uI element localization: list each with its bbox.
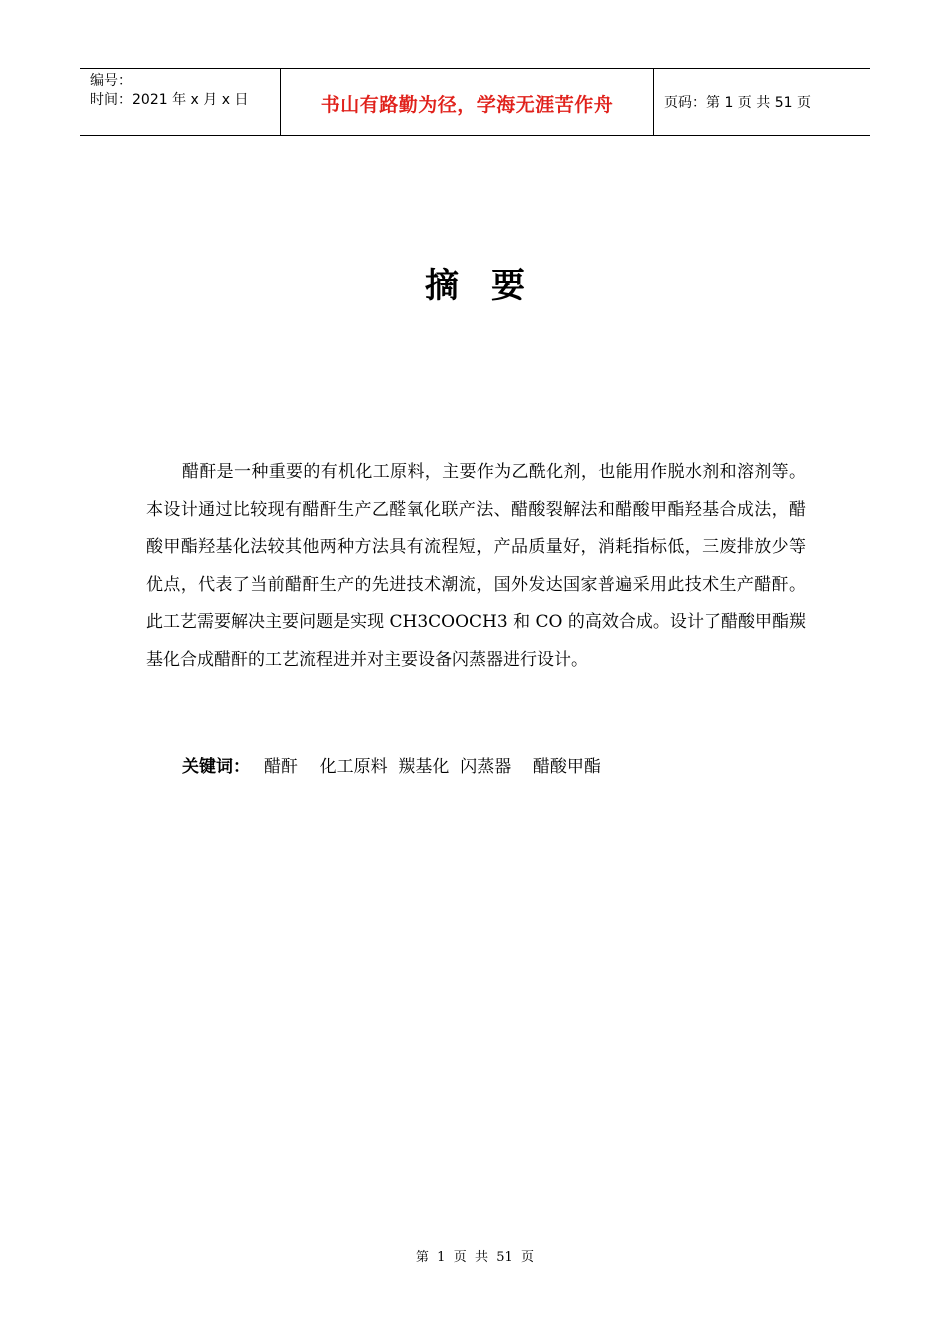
page-counter: 页码：第 1 页 共 51 页 xyxy=(664,95,811,111)
page-title: 摘要 xyxy=(425,266,557,306)
header-page-cell xyxy=(654,69,870,135)
document-header xyxy=(80,68,870,136)
page-footer: 第 1 页 共 51 页 xyxy=(415,1250,535,1265)
keywords-line xyxy=(182,753,601,781)
abstract-paragraph: 醋酐是一种重要的有机化工原料，主要作为乙酰化剂，也能用作脱水剂和溶剂等。本设计通过比较现有醋酐生产乙醛氧化联产法、醋酸裂解法和醋酸甲酯羟基合成法，醋酸甲酯羟基化法较其他两种方法具有流程短，产品质量好，消耗指标低，三废排放少等优点，代表了当前醋酐生产的先进技术潮流，国外发达国家普遍采用此技术生产醋酐。此工艺需要解决主要问题是实现 CH3COOCH3 和 CO 的高效合成。设计了醋酸甲酯羰基化合成醋酐的工艺流程进并对主要设备闪蒸器进行设计。 xyxy=(146,462,806,670)
header-meta-cell xyxy=(80,69,281,135)
motto-text: 书山有路勤为径，学海无涯苦作舟 xyxy=(320,93,614,116)
serial-number-label: 编号： xyxy=(90,73,132,89)
header-motto-cell xyxy=(281,69,654,135)
keywords-values: 醋酐 化工原料 羰基化 闪蒸器 醋酸甲酯 xyxy=(264,757,601,777)
keywords-label: 关键词： xyxy=(182,757,250,777)
date-label: 时间：2021 年 x 月 x 日 xyxy=(90,92,249,108)
